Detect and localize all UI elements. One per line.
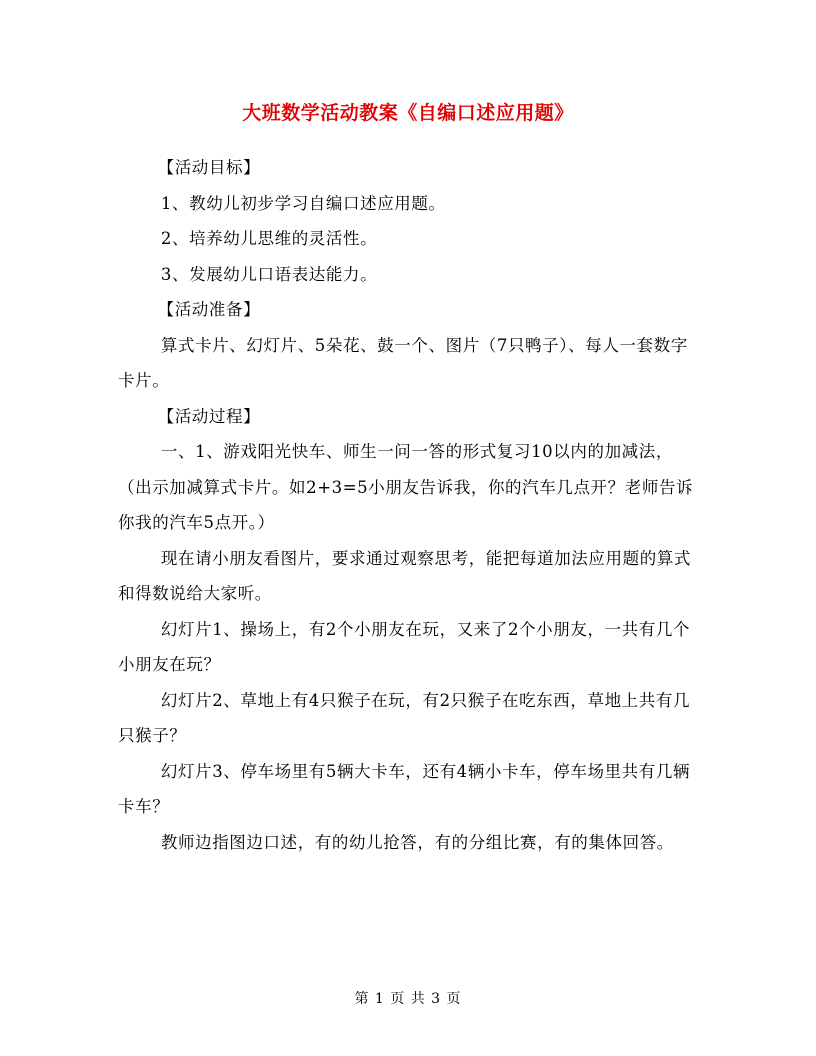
section-heading-goals: 【活动目标】 xyxy=(157,158,261,177)
goal-item-2: 2、培养幼儿思维的灵活性。 xyxy=(160,229,378,248)
section-heading-preparation: 【活动准备】 xyxy=(157,300,261,319)
goal-item-1: 1、教幼儿初步学习自编口述应用题。 xyxy=(160,193,446,213)
process-paragraph-1: 一、1、游戏阳光快车、师生一问一答的形式复习10以内的加减法，（出示加减算式卡片。如2+3=5小朋友告诉我，你的汽车几点开？老师告诉你我的汽车5点开。） xyxy=(118,442,694,532)
process-paragraph-2: 现在请小朋友看图片，要求通过观察思考，能把每道加法应用题的算式和得数说给大家听。 xyxy=(118,548,691,603)
document-body xyxy=(118,150,698,860)
slide-3-paragraph: 幻灯片3、停车场里有5辆大卡车，还有4辆小卡车，停车场里共有几辆卡车？ xyxy=(118,761,691,816)
slide-1-paragraph: 幻灯片1、操场上，有2个小朋友在玩，又来了2个小朋友，一共有几个小朋友在玩？ xyxy=(118,619,691,674)
preparation-paragraph: 算式卡片、幻灯片、5朵花、鼓一个、图片（7只鸭子）、每人一套数字卡片。 xyxy=(118,335,688,390)
closing-paragraph: 教师边指图边口述，有的幼儿抢答，有的分组比赛，有的集体回答。 xyxy=(160,832,674,852)
document-title: 大班数学活动教案《自编口述应用题》 xyxy=(242,102,574,124)
goal-item-3: 3、发展幼儿口语表达能力。 xyxy=(160,264,378,284)
page-footer: 第 1 页 共 3 页 xyxy=(354,991,462,1007)
slide-2-paragraph: 幻灯片2、草地上有4只猴子在玩，有2只猴子在吃东西，草地上共有几只猴子？ xyxy=(118,690,691,745)
section-heading-process: 【活动过程】 xyxy=(157,406,261,426)
